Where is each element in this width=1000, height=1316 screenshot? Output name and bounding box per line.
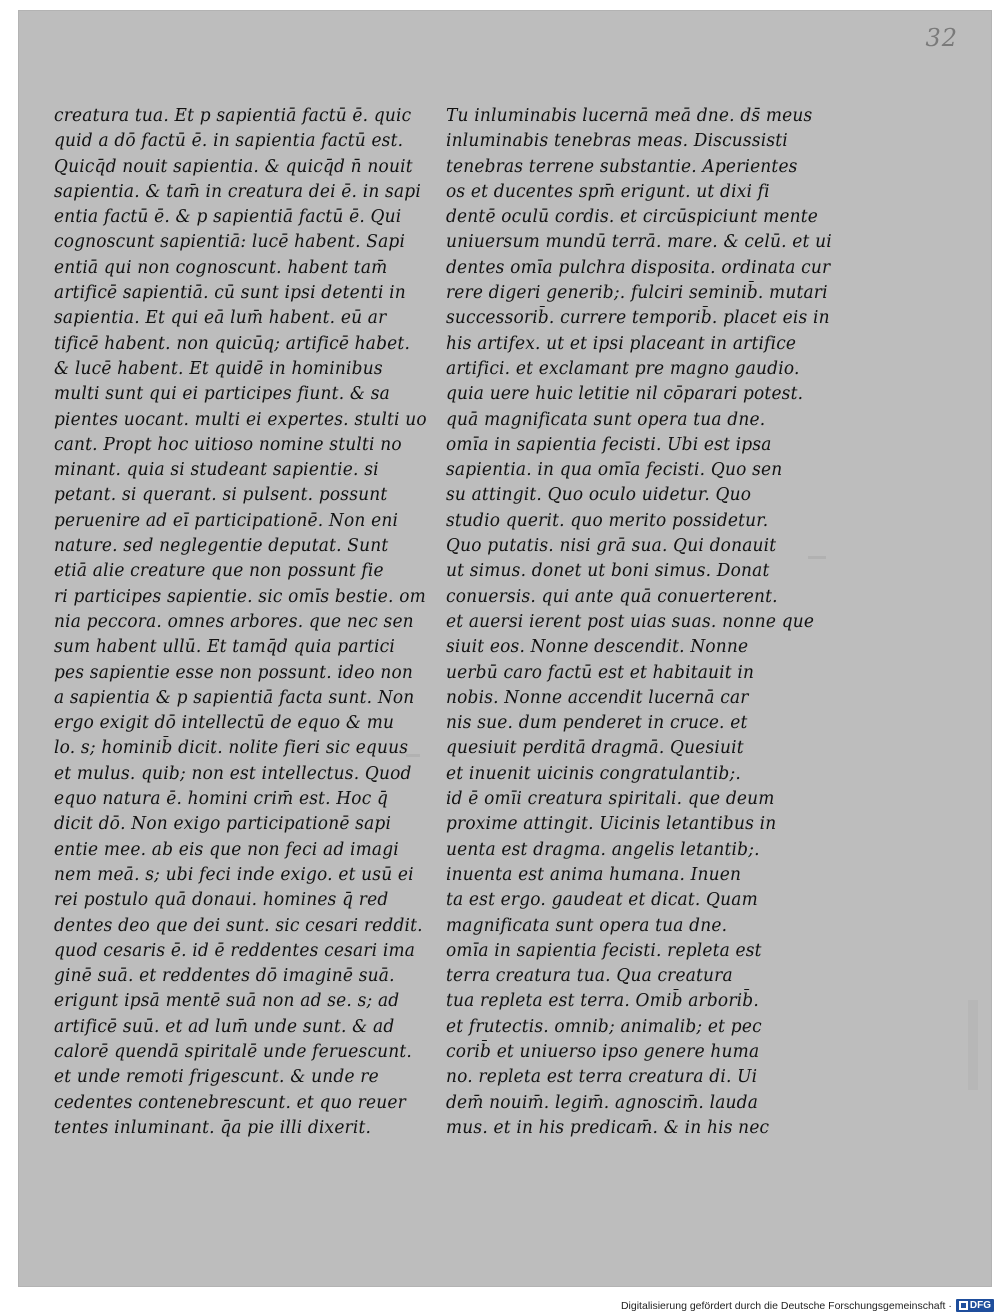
manuscript-line: artifici. et exclamant pre magno gaudio. xyxy=(446,358,800,379)
footer-text: Digitalisierung gefördert durch die Deutsche Forschungsgemeinschaft · xyxy=(620,1299,952,1312)
manuscript-line: siuit eos. Nonne descendit. Nonne xyxy=(446,637,749,658)
manuscript-line: artificē sapientiā. cū sunt ipsi detenti in xyxy=(54,283,406,304)
manuscript-line: sapientia. Et qui eā lum̄ habent. eū ar xyxy=(54,308,387,329)
manuscript-line: sapientia. & tam̄ in creatura dei ē. in sapi xyxy=(54,181,421,202)
manuscript-line: & lucē habent. Et quidē in hominibus xyxy=(54,358,383,379)
manuscript-line: creatura tua. Et p sapientiā factū ē. quic xyxy=(54,106,412,126)
manuscript-line: nis sue. dum penderet in cruce. et xyxy=(446,713,748,734)
manuscript-line: corib̄ et uniuerso ipso genere huma xyxy=(446,1041,760,1062)
manuscript-line: dicit dō. Non exigo participationē sapi xyxy=(54,814,392,835)
dfg-mark-icon xyxy=(959,1301,968,1310)
manuscript-line: conuersis. qui ante quā conuerterent. xyxy=(446,586,778,607)
manuscript-line: uerbū caro factū est et habitauit in xyxy=(446,662,755,683)
manuscript-line: artificē suū. et ad lum̄ unde sunt. & ad xyxy=(54,1016,395,1037)
manuscript-line: successorib̄. currere temporib̄. placet eis in xyxy=(446,308,830,329)
manuscript-line: su attingit. Quo oculo uidetur. Quo xyxy=(446,485,752,506)
right-text-column xyxy=(446,104,844,1141)
left-text-column xyxy=(54,104,444,1141)
manuscript-line: tificē habent. non quicūq; artificē habet. xyxy=(54,333,411,354)
manuscript-line: proxime attingit. Uicinis letantibus in xyxy=(446,814,777,835)
manuscript-line: uniuersum mundū terrā. mare. & celū. et ui xyxy=(446,232,832,253)
manuscript-line: studio querit. quo merito possidetur. xyxy=(446,510,769,531)
manuscript-line: ta est ergo. gaudeat et dicat. Quam xyxy=(446,890,758,911)
manuscript-line: multi sunt qui ei participes fiunt. & sa xyxy=(54,384,390,405)
manuscript-line: id ē omīi creatura spiritali. que deum xyxy=(446,789,775,810)
manuscript-line: sum habent ullū. Et tamq̄d quia partici xyxy=(54,637,395,658)
manuscript-line: quia uere huic letitie nil cōparari potest. xyxy=(446,384,804,405)
manuscript-line: dentē oculū cordis. et circūspiciunt mente xyxy=(446,207,819,228)
manuscript-line: terra creatura tua. Qua creatura xyxy=(446,966,733,987)
manuscript-line: magnificata sunt opera tua dne. xyxy=(446,915,728,936)
manuscript-line: dentes omīa pulchra disposita. ordinata cur xyxy=(446,257,831,278)
manuscript-line: ginē suā. et reddentes dō imaginē suā. xyxy=(54,966,395,987)
manuscript-line: et auersi ierent post uias suas. nonne que xyxy=(446,611,815,632)
manuscript-line: et frutectis. omnib; animalib; et pec xyxy=(446,1016,762,1037)
manuscript-line: nobis. Nonne accendit lucernā car xyxy=(446,687,749,708)
manuscript-line: tentes inluminant. q̄a pie illi dixerit. xyxy=(54,1117,372,1138)
manuscript-line: nia peccora. omnes arbores. que nec sen xyxy=(54,611,414,632)
manuscript-line: pes sapientie esse non possunt. ideo non xyxy=(54,662,414,683)
manuscript-line: entie mee. ab eis que non feci ad imagi xyxy=(54,839,399,860)
manuscript-line: peruenire ad eī participationē. Non eni xyxy=(54,510,399,531)
manuscript-line: tenebras terrene substantie. Aperientes xyxy=(446,156,798,177)
manuscript-line: mus. et in his predicam̄. & in his nec xyxy=(446,1117,770,1138)
manuscript-line: no. repleta est terra creatura di. Ui xyxy=(446,1067,758,1088)
manuscript-line: Quo putatis. nisi grā sua. Qui donauit xyxy=(446,536,777,557)
manuscript-line: quā magnificata sunt opera tua dne. xyxy=(446,409,766,430)
manuscript-line: cognoscunt sapientiā: lucē habent. Sapi xyxy=(54,232,406,253)
manuscript-line: Tu inluminabis lucernā meā dne. ds̄ meus xyxy=(446,106,813,126)
manuscript-line: nature. sed neglegentie deputat. Sunt xyxy=(54,536,389,557)
manuscript-line: et inuenit uicinis congratulantib;. xyxy=(446,763,741,784)
manuscript-line: minant. quia si studeant sapientie. si xyxy=(54,460,379,481)
manuscript-line: rere digeri generib;. fulciri seminib̄. mutari xyxy=(446,283,828,304)
manuscript-line: quesiuit perditā dragmā. Quesiuit xyxy=(446,738,744,759)
manuscript-line: entia factū ē. & p sapientiā factū ē. Qui xyxy=(54,207,402,228)
manuscript-line: et mulus. quib; non est intellectus. Quod xyxy=(54,763,412,784)
folio-number: 32 xyxy=(925,24,958,52)
manuscript-line: quod cesaris ē. id ē reddentes cesari ima xyxy=(54,940,416,961)
manuscript-line: pientes uocant. multi ei expertes. stulti uo xyxy=(54,409,427,430)
margin-bleed xyxy=(968,1000,978,1090)
dfg-logo-text: DFG xyxy=(969,1300,991,1311)
manuscript-line: inluminabis tenebras meas. Discussisti xyxy=(446,131,788,152)
manuscript-line: lo. s; hominib̄ dicit. nolite fieri sic equus xyxy=(54,738,409,759)
manuscript-line: erigunt ipsā mentē suā non ad se. s; ad xyxy=(54,991,400,1012)
manuscript-line: omīa in sapientia fecisti. repleta est xyxy=(446,940,762,961)
manuscript-line: ri participes sapientie. sic omīs bestie. om xyxy=(54,586,426,607)
manuscript-line: uenta est dragma. angelis letantib;. xyxy=(446,839,760,860)
manuscript-line: dem̄ nouim̄. legim̄. agnoscim̄. lauda xyxy=(446,1092,759,1113)
manuscript-line: a sapientia & p sapientiā facta sunt. Non xyxy=(54,687,415,708)
manuscript-line: petant. si querant. si pulsent. possunt xyxy=(54,485,388,506)
manuscript-line: his artifex. ut et ipsi placeant in artifice xyxy=(446,333,797,354)
manuscript-line: entiā qui non cognoscunt. habent tam̄ xyxy=(54,257,388,278)
manuscript-line: cedentes contenebrescunt. et quo reuer xyxy=(54,1092,406,1113)
manuscript-line: dentes deo que dei sunt. sic cesari reddit. xyxy=(54,915,423,936)
manuscript-line: ut simus. donet ut boni simus. Donat xyxy=(446,561,770,582)
manuscript-line: et unde remoti frigescunt. & unde re xyxy=(54,1067,379,1088)
footer-credit xyxy=(621,1299,994,1312)
manuscript-line: sapientia. in qua omīa fecisti. Quo sen xyxy=(446,460,783,481)
manuscript-line: Quicq̄d nouit sapientia. & quicq̄d n̄ nouit xyxy=(54,156,413,177)
manuscript-line: quid a dō factū ē. in sapientia factū est. xyxy=(54,131,404,152)
dfg-logo xyxy=(956,1299,994,1312)
manuscript-page xyxy=(18,10,992,1287)
manuscript-line: equo natura ē. homini crim̄ est. Hoc q̄ xyxy=(54,789,389,810)
manuscript-line: cant. Propt hoc uitioso nomine stulti no xyxy=(54,434,402,455)
manuscript-line: rei postulo quā donaui. homines q̄ red xyxy=(54,890,389,911)
manuscript-line: omīa in sapientia fecisti. Ubi est ipsa xyxy=(446,434,772,455)
manuscript-line: etiā alie creature que non possunt fie xyxy=(54,561,384,582)
manuscript-line: calorē quendā spiritalē unde feruescunt. xyxy=(54,1041,413,1062)
manuscript-line: tua repleta est terra. Omib̄ arborib̄. xyxy=(446,991,759,1012)
manuscript-line: nem meā. s; ubi feci inde exigo. et usū ei xyxy=(54,864,414,885)
manuscript-line: os et ducentes spm̄ erigunt. ut dixi fi xyxy=(446,181,770,202)
manuscript-line: inuenta est anima humana. Inuen xyxy=(446,864,742,885)
manuscript-line: ergo exigit dō intellectū de equo & mu xyxy=(54,713,395,734)
